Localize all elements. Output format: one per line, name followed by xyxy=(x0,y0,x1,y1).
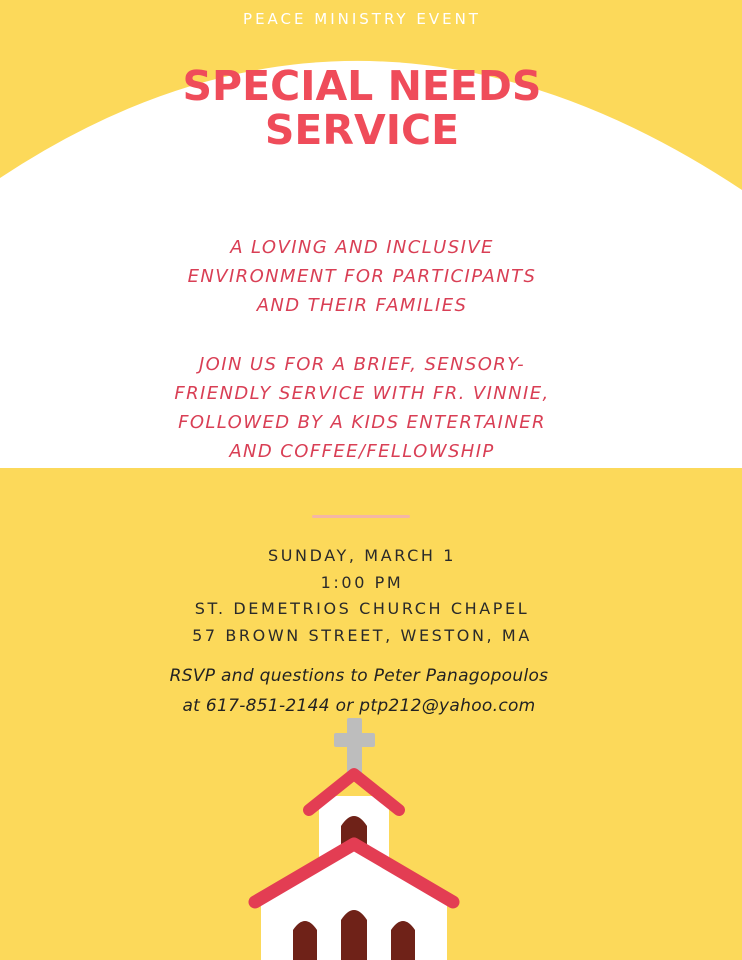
event-address: 57 BROWN STREET, WESTON, MA xyxy=(192,626,532,645)
rsvp-line-2: at 617-851-2144 or ptp212@yahoo.com xyxy=(182,696,536,716)
description-line: JOIN US FOR A BRIEF, SENSORY- xyxy=(198,354,526,375)
description-line: FOLLOWED BY A KIDS ENTERTAINER xyxy=(178,412,546,433)
event-kicker: PEACE MINISTRY EVENT xyxy=(243,10,481,28)
event-venue: ST. DEMETRIOS CHURCH CHAPEL xyxy=(194,599,530,618)
description-line: AND THEIR FAMILIES xyxy=(256,295,468,316)
rsvp-line-1: RSVP and questions to Peter Panagopoulos xyxy=(169,666,549,686)
description-line: AND COFFEE/FELLOWSHIP xyxy=(229,441,495,462)
event-date: SUNDAY, MARCH 1 xyxy=(267,546,457,565)
description-line: ENVIRONMENT FOR PARTICIPANTS xyxy=(187,266,537,287)
church-icon xyxy=(247,718,462,960)
event-time: 1:00 PM xyxy=(320,573,404,592)
event-title-line-2: SERVICE xyxy=(264,106,460,154)
description-line: FRIENDLY SERVICE WITH FR. VINNIE, xyxy=(174,383,550,404)
description-line: A LOVING AND INCLUSIVE xyxy=(230,237,494,258)
event-title-line-1: SPECIAL NEEDS xyxy=(182,62,542,110)
section-divider xyxy=(312,515,410,518)
